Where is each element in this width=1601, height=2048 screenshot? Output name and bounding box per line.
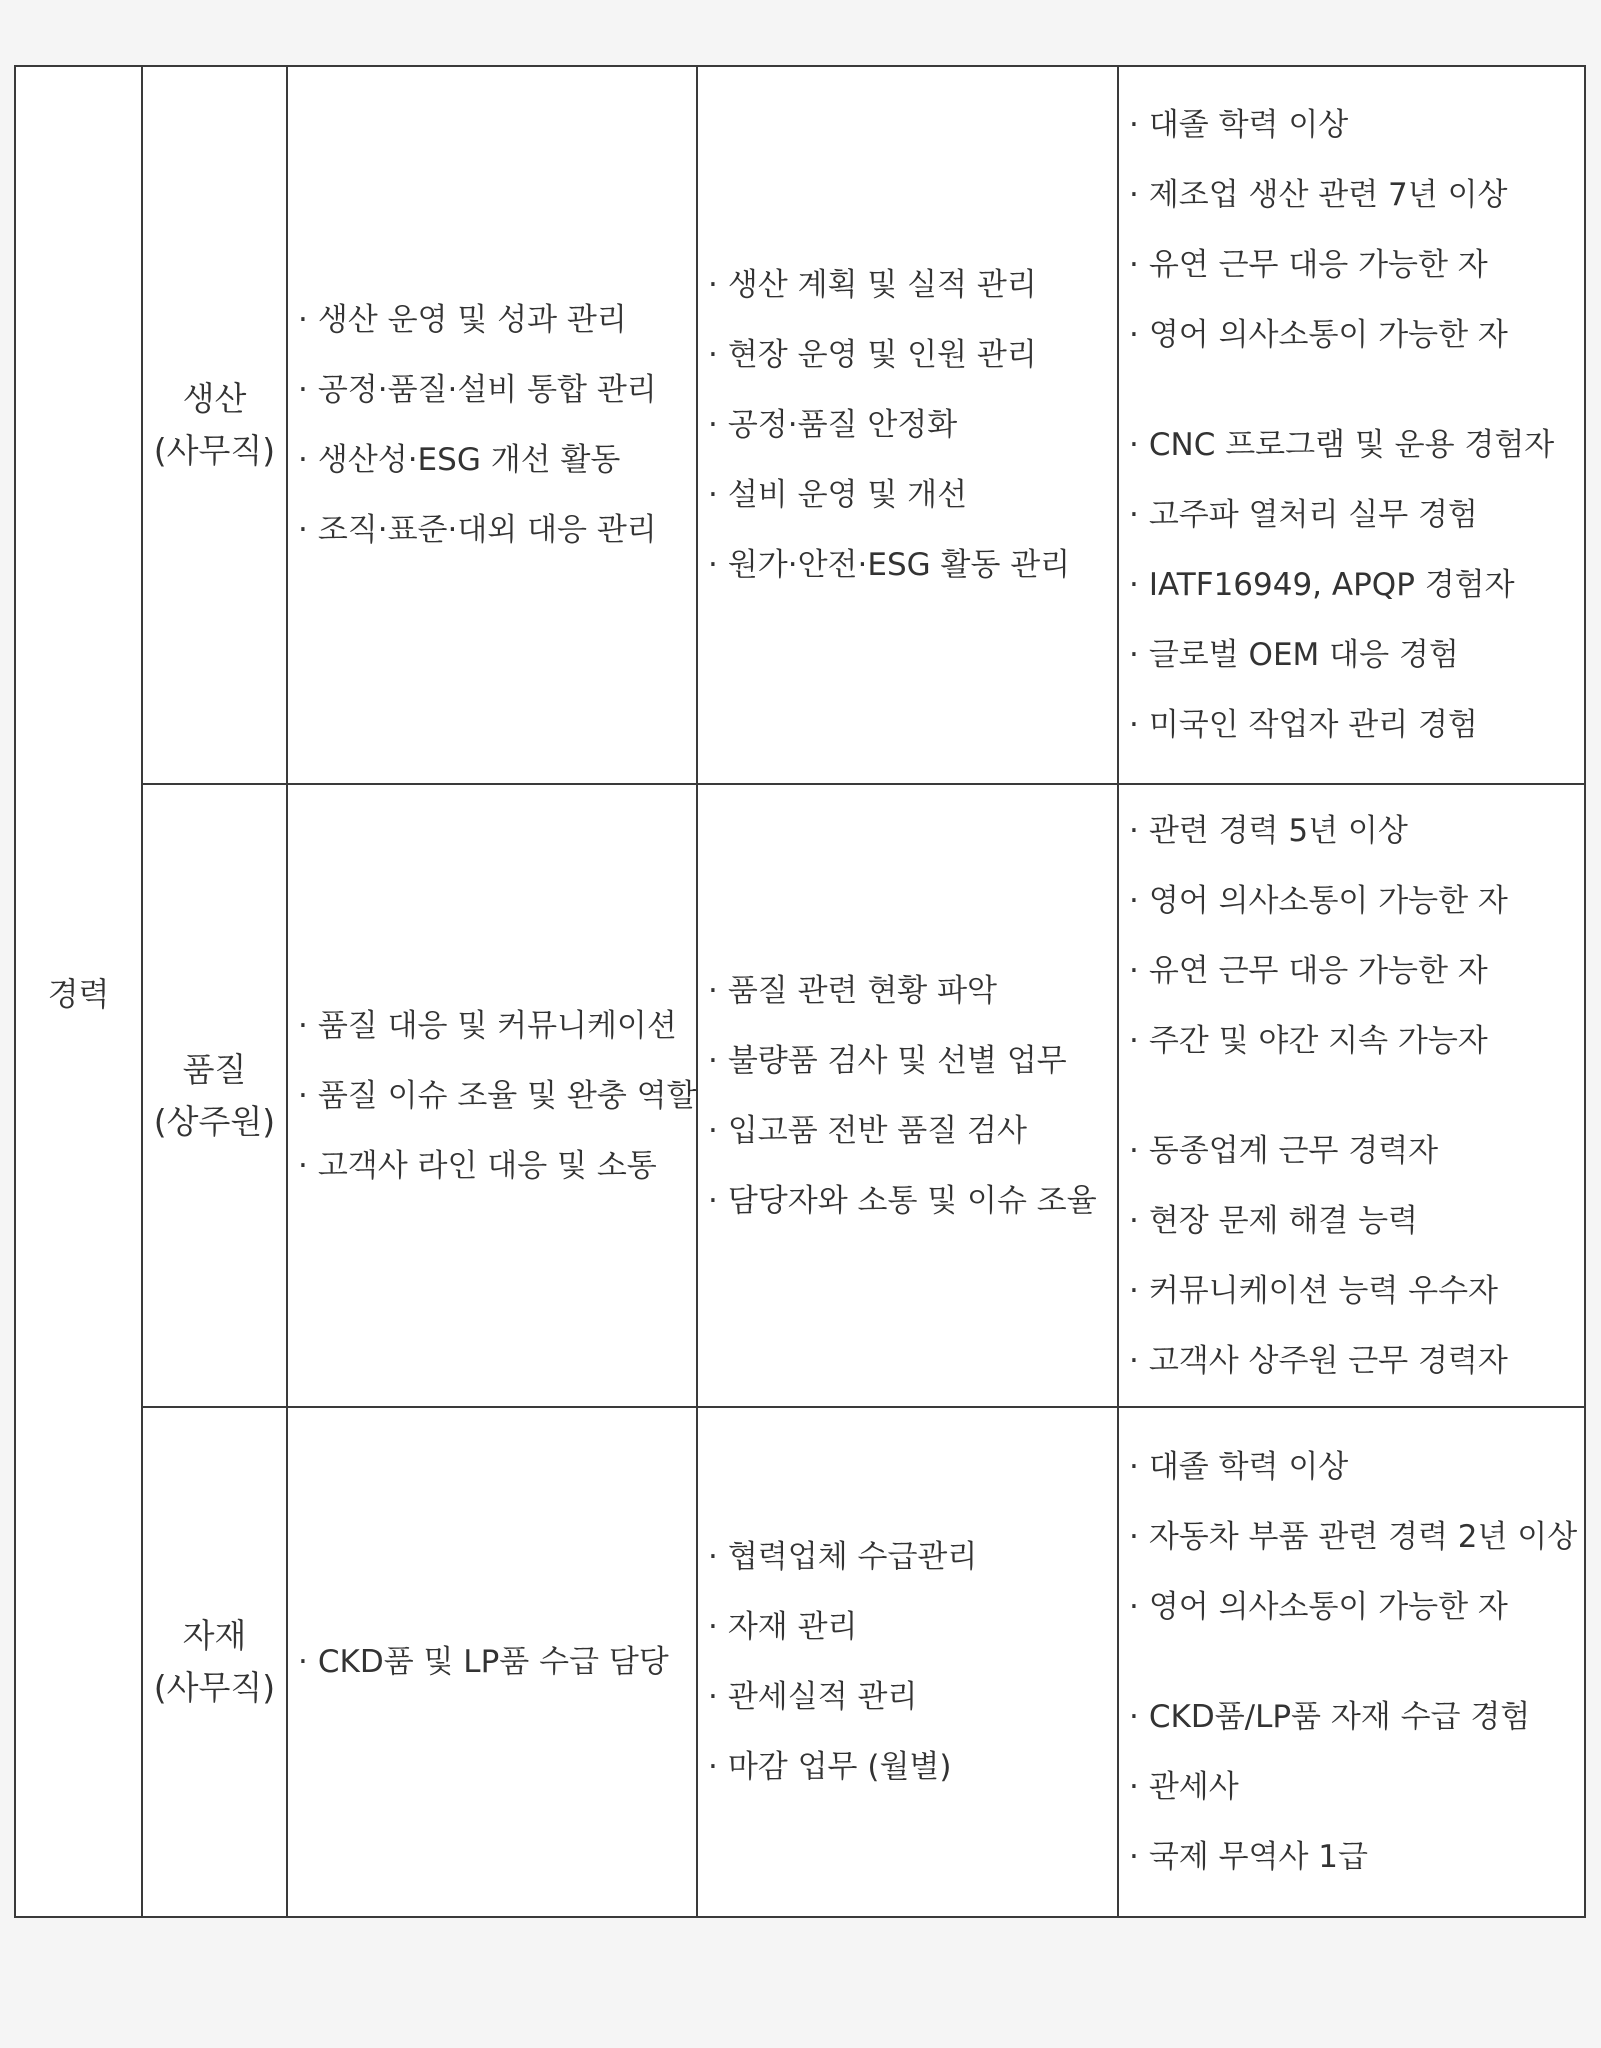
requirements-cell <box>1118 66 1585 784</box>
list-item: · 생산 운영 및 성과 관리 <box>298 285 696 355</box>
list-item: · 고주파 열처리 실무 경험 <box>1129 480 1584 550</box>
list-item: · 원가·안전·ESG 활동 관리 <box>708 530 1117 600</box>
duties-list <box>298 991 696 1201</box>
list-item: · 마감 업무 (월별) <box>708 1732 1117 1802</box>
tasks-cell <box>697 1407 1118 1917</box>
table-row <box>15 1407 1585 1917</box>
tasks-list <box>708 1522 1117 1802</box>
duties-cell <box>287 784 697 1407</box>
tasks-list <box>708 250 1117 600</box>
requirements-list <box>1129 796 1584 1076</box>
list-item: · 영어 의사소통이 가능한 자 <box>1129 1572 1584 1642</box>
list-item: · 설비 운영 및 개선 <box>708 460 1117 530</box>
list-item: · 조직·표준·대외 대응 관리 <box>298 495 696 565</box>
list-item: · 커뮤니케이션 능력 우수자 <box>1129 1256 1584 1326</box>
position-title: 생산 <box>182 379 247 418</box>
list-item: · 국제 무역사 1급 <box>1129 1822 1584 1892</box>
duties-cell <box>287 66 697 784</box>
list-item: · 생산 계획 및 실적 관리 <box>708 250 1117 320</box>
table-row <box>15 66 1585 784</box>
list-item: · CKD품 및 LP품 수급 담당 <box>298 1627 696 1697</box>
duties-list <box>298 285 696 565</box>
duties-cell <box>287 1407 697 1917</box>
requirements-cell <box>1118 1407 1585 1917</box>
list-item: · 입고품 전반 품질 검사 <box>708 1096 1117 1166</box>
list-item: · 고객사 라인 대응 및 소통 <box>298 1131 696 1201</box>
list-item: · 관세사 <box>1129 1752 1584 1822</box>
list-item: · 생산성·ESG 개선 활동 <box>298 425 696 495</box>
table-row <box>15 784 1585 1407</box>
requirements-cell <box>1118 784 1585 1407</box>
list-item: · 품질 대응 및 커뮤니케이션 <box>298 991 696 1061</box>
category-cell <box>15 66 142 1917</box>
list-item: · 담당자와 소통 및 이슈 조율 <box>708 1166 1117 1236</box>
list-item: · 제조업 생산 관련 7년 이상 <box>1129 160 1584 230</box>
list-item: · IATF16949, APQP 경험자 <box>1129 550 1584 620</box>
requirements-list <box>1129 90 1584 370</box>
list-item: · 관세실적 관리 <box>708 1662 1117 1732</box>
preferred-list <box>1129 410 1584 760</box>
tasks-cell <box>697 66 1118 784</box>
position-cell <box>142 1407 287 1917</box>
duties-list <box>298 1627 696 1697</box>
list-item: · 동종업계 근무 경력자 <box>1129 1116 1584 1186</box>
list-item: · CKD품/LP품 자재 수급 경험 <box>1129 1682 1584 1752</box>
preferred-list <box>1129 1682 1584 1892</box>
position-cell <box>142 66 287 784</box>
list-item: · 공정·품질 안정화 <box>708 390 1117 460</box>
tasks-cell <box>697 784 1118 1407</box>
list-item: · 협력업체 수급관리 <box>708 1522 1117 1592</box>
list-item: · 품질 관련 현황 파악 <box>708 956 1117 1026</box>
list-item: · 미국인 작업자 관리 경험 <box>1129 690 1584 760</box>
list-item: · 불량품 검사 및 선별 업무 <box>708 1026 1117 1096</box>
list-item: · 글로벌 OEM 대응 경험 <box>1129 620 1584 690</box>
list-item: · 관련 경력 5년 이상 <box>1129 796 1584 866</box>
position-cell <box>142 784 287 1407</box>
position-subtitle: (사무직) <box>153 1668 276 1707</box>
category-label: 경력 <box>47 974 110 1013</box>
list-item: · 현장 운영 및 인원 관리 <box>708 320 1117 390</box>
list-item: · 자동차 부품 관련 경력 2년 이상 <box>1129 1502 1584 1572</box>
list-item: · 영어 의사소통이 가능한 자 <box>1129 866 1584 936</box>
preferred-list <box>1129 1116 1584 1396</box>
list-item: · 영어 의사소통이 가능한 자 <box>1129 300 1584 370</box>
list-item: · 자재 관리 <box>708 1592 1117 1662</box>
list-item: · 대졸 학력 이상 <box>1129 90 1584 160</box>
list-item: · 현장 문제 해결 능력 <box>1129 1186 1584 1256</box>
list-item: · 주간 및 야간 지속 가능자 <box>1129 1006 1584 1076</box>
position-title: 품질 <box>182 1049 247 1089</box>
position-subtitle: (상주원) <box>153 1101 276 1141</box>
list-item: · 유연 근무 대응 가능한 자 <box>1129 936 1584 1006</box>
tasks-list <box>708 956 1117 1236</box>
list-item: · 품질 이슈 조율 및 완충 역할 <box>298 1061 696 1131</box>
position-subtitle: (사무직) <box>153 431 276 470</box>
list-item: · 고객사 상주원 근무 경력자 <box>1129 1326 1584 1396</box>
job-table <box>14 65 1586 1918</box>
list-item: · 유연 근무 대응 가능한 자 <box>1129 230 1584 300</box>
position-title: 자재 <box>182 1616 247 1655</box>
list-item: · 공정·품질·설비 통합 관리 <box>298 355 696 425</box>
list-item: · CNC 프로그램 및 운용 경험자 <box>1129 410 1584 480</box>
requirements-list <box>1129 1432 1584 1642</box>
list-item: · 대졸 학력 이상 <box>1129 1432 1584 1502</box>
